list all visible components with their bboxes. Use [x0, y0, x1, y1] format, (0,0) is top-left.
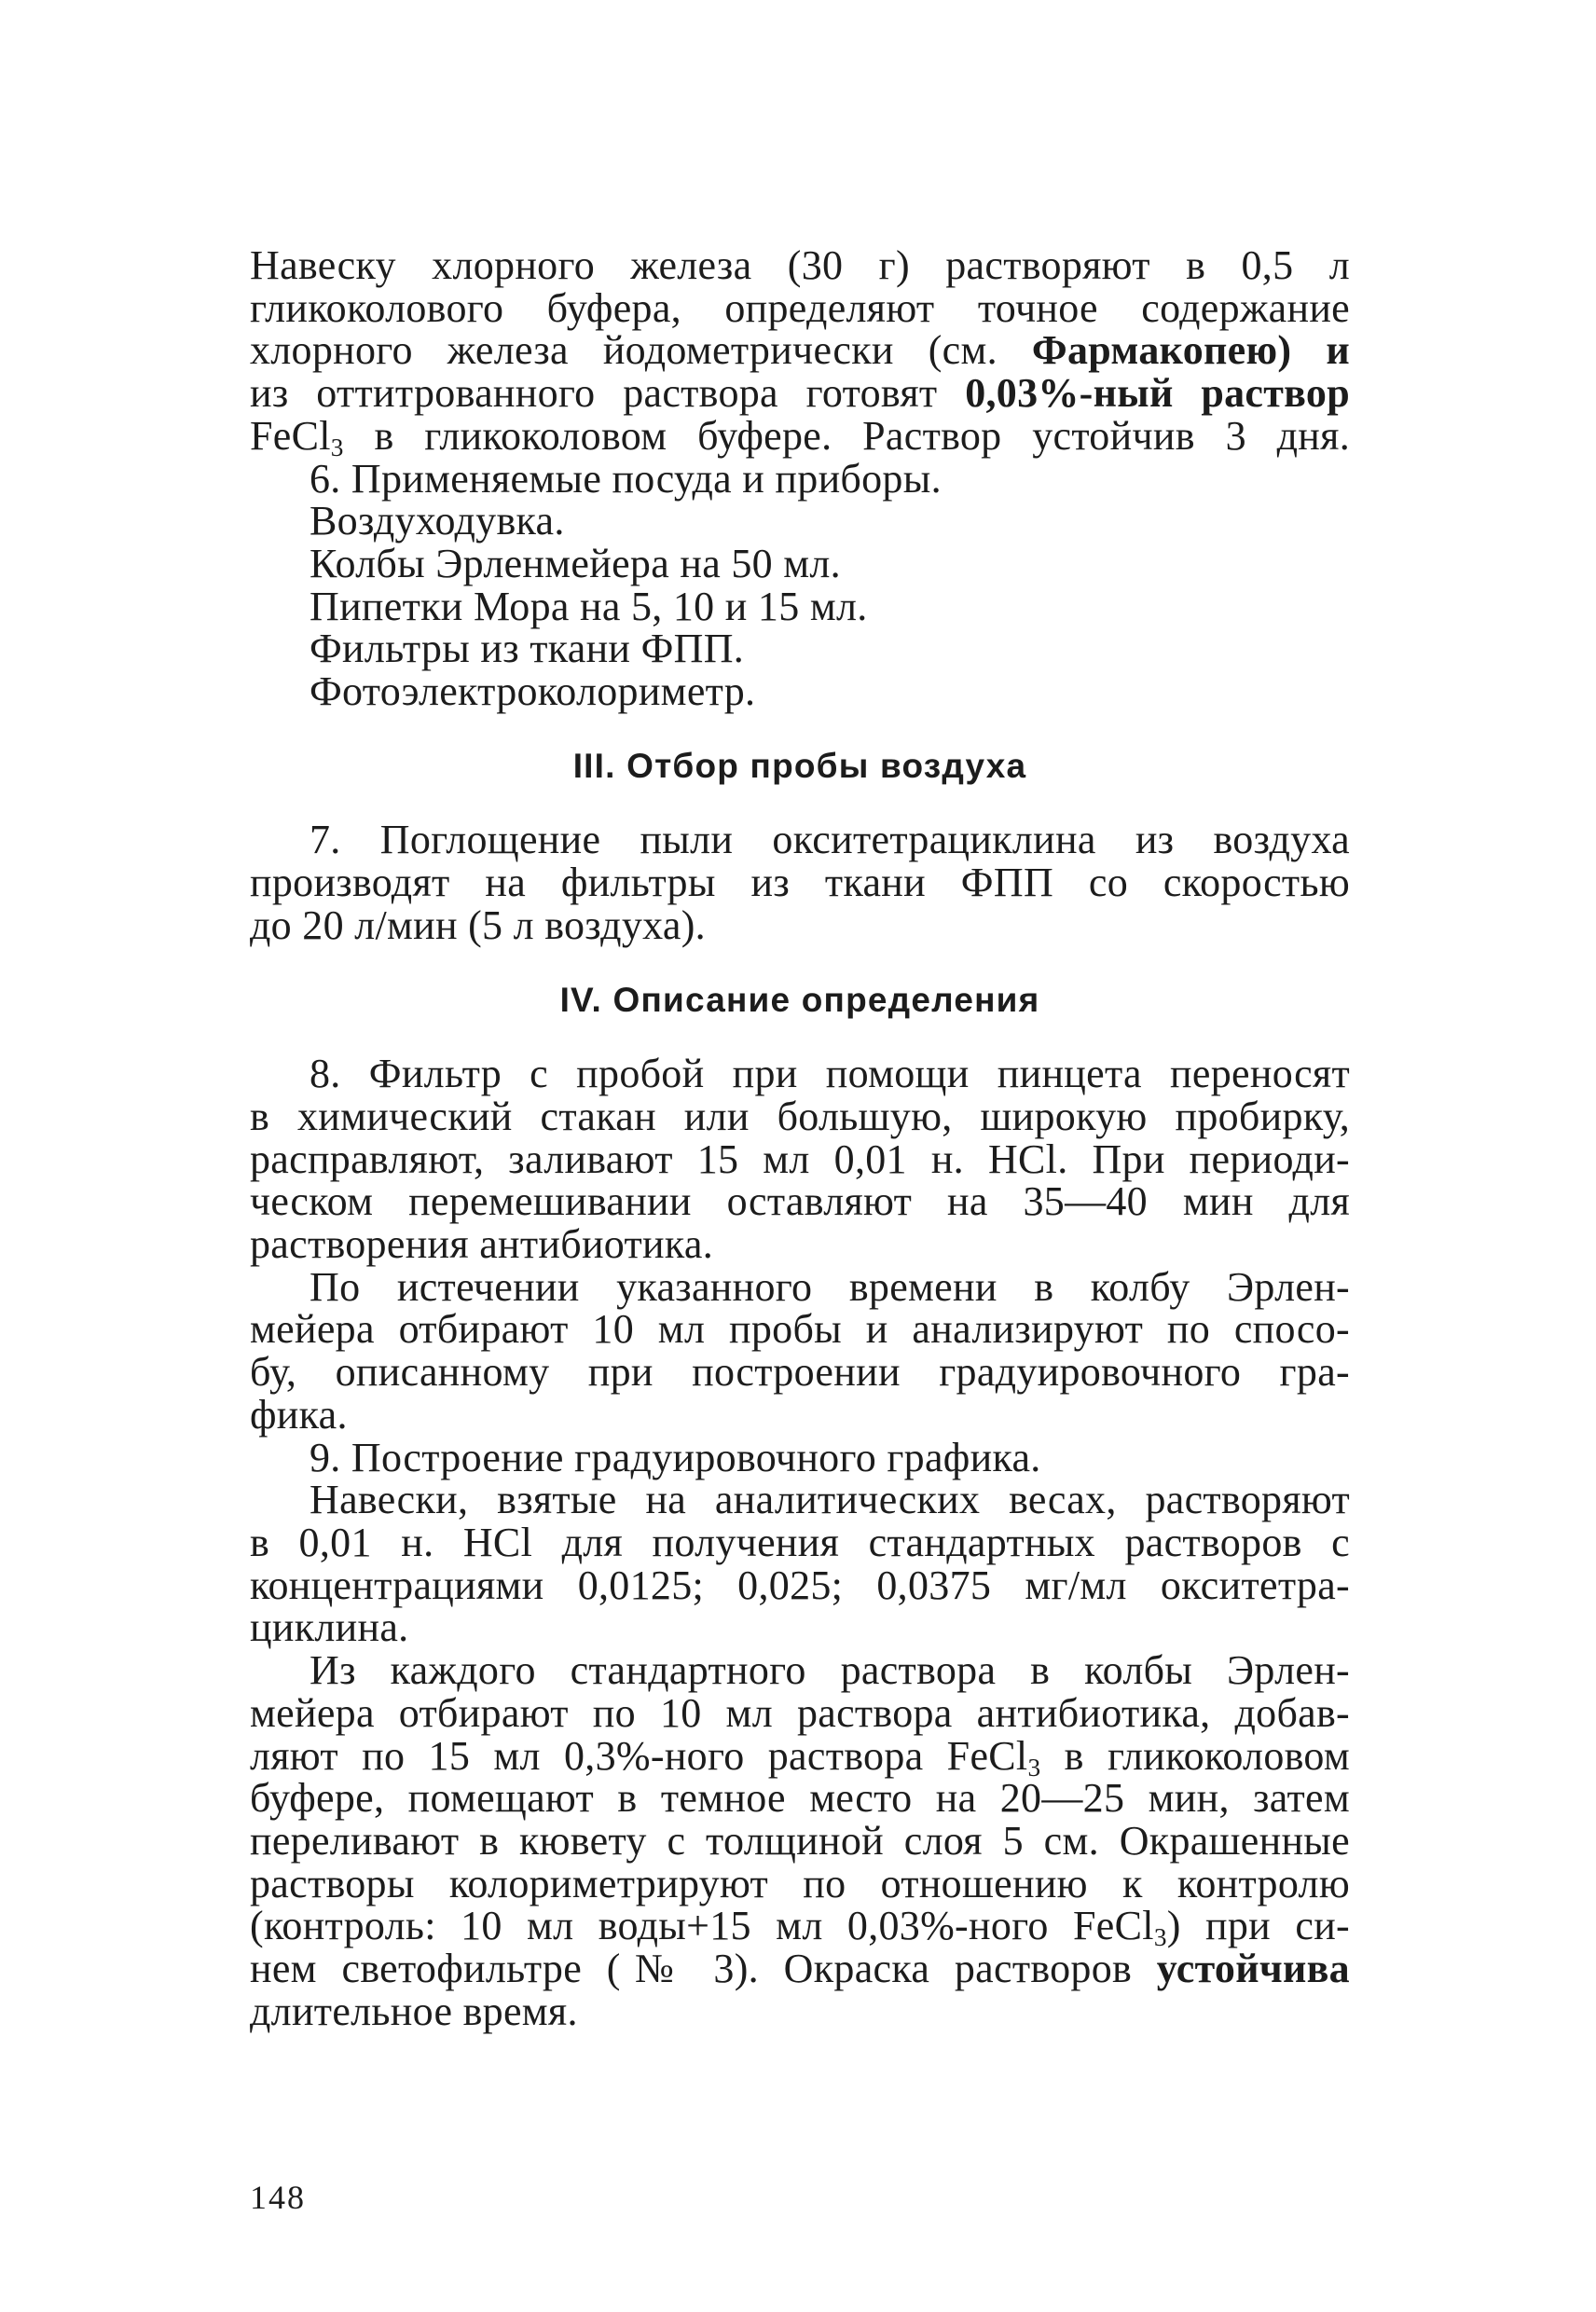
text-line: концентрациями 0,0125; 0,025; 0,0375 мг/мл окситетра- [250, 1562, 1350, 1608]
page-number: 148 [250, 2179, 306, 2216]
equipment-list [250, 500, 1350, 713]
text-line: мейера отбирают по 10 мл раствора антибиотика, добав- [250, 1689, 1350, 1736]
text-line: производят на фильтры из ткани ФПП со скоростью [250, 860, 1350, 906]
item-6-equipment: 6. Применяемые посуда и приборы. [310, 455, 942, 502]
text-line: Навески, взятые на аналитических весах, растворяют [310, 1477, 1350, 1523]
text-line: ческом перемешивании оставляют на 35—40 мин для [250, 1178, 1350, 1225]
text-line: в химический стакан или большую, широкую пробирку, [250, 1093, 1350, 1139]
section-heading-4: IV. Описание определения [559, 980, 1040, 1019]
text-line: циклина. [250, 1604, 409, 1651]
text-line: до 20 л/мин (5 л воздуха). [250, 901, 706, 948]
text-line: фика. [250, 1391, 348, 1438]
text-line: (контроль: 10 мл воды+15 мл 0,03%-ного FeCl$_3$) при си- [250, 1903, 1350, 1952]
paragraph-8b [250, 1263, 1350, 1438]
text-line: Из каждого стандартного раствора в колбы Эрлен- [310, 1647, 1350, 1694]
text-line: Навеску хлорного железа (30 г) растворяют в 0,5 л [250, 242, 1350, 288]
paragraph-7 [250, 819, 1350, 946]
text-line: 8. Фильтр с пробой при помощи пинцета переносят [310, 1051, 1350, 1097]
text-line: гликоколового буфера, определяют точное содержание [250, 284, 1350, 331]
item-9-calibration: 9. Построение градуировочного графика. [310, 1434, 1041, 1480]
text-line: ляют по 15 мл 0,3%-ного раствора FeCl$_3$ в гликоколовом [250, 1732, 1350, 1782]
text-line: 7. Поглощение пыли окситетрациклина из воздуха [310, 817, 1350, 863]
text-line: в 0,01 н. HCl для получения стандартных растворов с [250, 1519, 1350, 1565]
text-line: бу, описанному при построении градуировочного гра- [250, 1349, 1350, 1396]
text-line: мейера отбирают 10 мл пробы и анализируют по спосо- [250, 1306, 1350, 1353]
equipment-item: Воздуходувка. [310, 498, 565, 544]
paragraph-9b [250, 1649, 1350, 2032]
equipment-item: Пипетки Мора на 5, 10 и 15 мл. [310, 583, 868, 629]
text-line: переливают в кювету с толщиной слоя 5 см. Окрашенные [250, 1817, 1350, 1864]
equipment-item: Колбы Эрленмейера на 50 мл. [310, 540, 841, 586]
text-line: нем светофильтре (№ 3). Окраска растворов устойчива [250, 1946, 1350, 1992]
text-line: длительное время. [250, 1988, 578, 2034]
text-line: FeCl$_3$ в гликоколовом буфере. Раствор устойчив 3 дня. [250, 412, 1350, 461]
text-line: буфере, помещают в темное место на 20—25 мин, затем [250, 1775, 1350, 1822]
body-text [250, 244, 1350, 2032]
paragraph-8 [250, 1053, 1350, 1266]
text-line: По истечении указанного времени в колбу Эрлен- [310, 1263, 1350, 1310]
text-line: растворы колориметрируют по отношению к контролю [250, 1860, 1350, 1906]
text-line: из оттитрованного раствора готовят 0,03%-ный раствор [250, 370, 1350, 417]
section-heading-3: III. Отбор пробы воздуха [572, 746, 1027, 785]
paragraph-ferric-chloride [250, 242, 1350, 461]
text-line: растворения антибиотика. [250, 1221, 714, 1268]
paragraph-9a [250, 1479, 1350, 1649]
text-line: расправляют, заливают 15 мл 0,01 н. НСl. При периоди- [250, 1135, 1350, 1182]
equipment-item: Фильтры из ткани ФПП. [310, 626, 745, 672]
text-line: хлорного железа йодометрически (см. Фармакопею) и [250, 327, 1350, 374]
equipment-item: Фотоэлектроколориметр. [310, 668, 756, 715]
